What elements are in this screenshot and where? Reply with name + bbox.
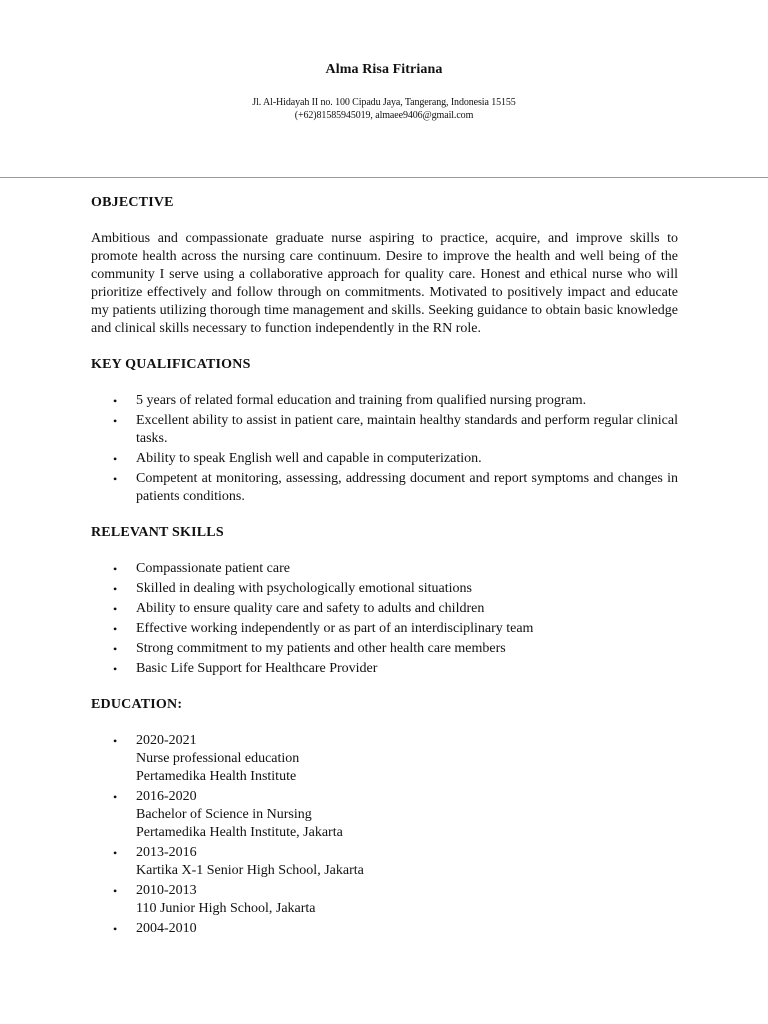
education-item <box>91 732 678 786</box>
skills-list <box>91 560 678 678</box>
resume-body <box>91 194 678 956</box>
objective-text: Ambitious and compassionate graduate nurse aspiring to practice, acquire, and improve skills to promote health across the nursing care continuum. Desire to improve the health and well being of the community I serve using a collaborative approach for quality care. Honest and ethical nurse who will prioritize effectively and follow through on commitments. Motivated to positively impact and educate my patients utilizing thorough time management and skills. Seeking guidance to obtain basic knowledge and clinical skills necessary to function independently in the RN role. <box>91 231 678 336</box>
contact-line: (+62)81585945019, almaee9406@gmail.com <box>294 110 474 121</box>
bullet-icon: • <box>113 734 118 748</box>
bullet-icon: • <box>113 790 118 804</box>
skills-heading: RELEVANT SKILLS <box>91 525 224 540</box>
education-item <box>91 788 678 842</box>
education-detail: 110 Junior High School, Jakarta <box>136 901 316 916</box>
list-item: • Basic Life Support for Healthcare Provider <box>113 661 378 676</box>
bullet-icon: • <box>113 452 118 466</box>
education-item <box>91 882 678 918</box>
education-detail: Kartika X-1 Senior High School, Jakarta <box>136 863 364 878</box>
bullet-icon: • <box>113 602 118 616</box>
qualifications-heading: KEY QUALIFICATIONS <box>91 357 251 372</box>
list-item: • Skilled in dealing with psychologically emotional situations <box>113 581 472 596</box>
list-item: • Ability to ensure quality care and safety to adults and children <box>113 601 485 616</box>
resume-header <box>0 0 768 178</box>
education-list <box>91 732 678 938</box>
education-item <box>91 920 678 938</box>
bullet-icon: • <box>113 394 118 408</box>
education-detail: Pertamedika Health Institute, Jakarta <box>136 825 343 840</box>
education-heading: EDUCATION: <box>91 697 183 712</box>
header-divider <box>0 177 768 178</box>
education-detail: Pertamedika Health Institute <box>136 769 297 784</box>
bullet-icon: • <box>113 884 118 898</box>
list-item: • Effective working independently or as part of an interdisciplinary team <box>113 621 534 636</box>
bullet-icon: • <box>113 414 118 428</box>
list-item: • Excellent ability to assist in patient care, maintain healthy standards and perform regular clinical tasks. <box>113 413 678 446</box>
list-item: • 5 years of related formal education and training from qualified nursing program. <box>113 393 587 408</box>
bullet-icon: • <box>113 622 118 636</box>
education-detail: Bachelor of Science in Nursing <box>136 807 312 822</box>
contact-block <box>0 96 768 122</box>
bullet-icon: • <box>113 642 118 656</box>
address-line: Jl. Al-Hidayah II no. 100 Cipadu Jaya, Tangerang, Indonesia 15155 <box>252 97 516 108</box>
candidate-name: Alma Risa Fitriana <box>325 62 443 77</box>
bullet-icon: • <box>113 562 118 576</box>
list-item: • Compassionate patient care <box>113 561 290 576</box>
list-item: • Strong commitment to my patients and other health care members <box>113 641 506 656</box>
bullet-icon: • <box>113 582 118 596</box>
bullet-icon: • <box>113 472 118 486</box>
list-item: • Ability to speak English well and capable in computerization. <box>113 451 482 466</box>
education-years: 2010-2013 <box>136 883 197 898</box>
education-years: 2004-2010 <box>136 921 197 936</box>
bullet-icon: • <box>113 662 118 676</box>
education-years: 2016-2020 <box>136 789 197 804</box>
education-years: 2020-2021 <box>136 733 197 748</box>
list-item: • Competent at monitoring, assessing, addressing document and report symptoms and changes in patients conditions. <box>113 471 678 504</box>
qualifications-list <box>91 392 678 506</box>
bullet-icon: • <box>113 846 118 860</box>
education-item <box>91 844 678 880</box>
education-years: 2013-2016 <box>136 845 197 860</box>
education-detail: Nurse professional education <box>136 751 300 766</box>
objective-heading: OBJECTIVE <box>91 195 174 210</box>
bullet-icon: • <box>113 922 118 936</box>
